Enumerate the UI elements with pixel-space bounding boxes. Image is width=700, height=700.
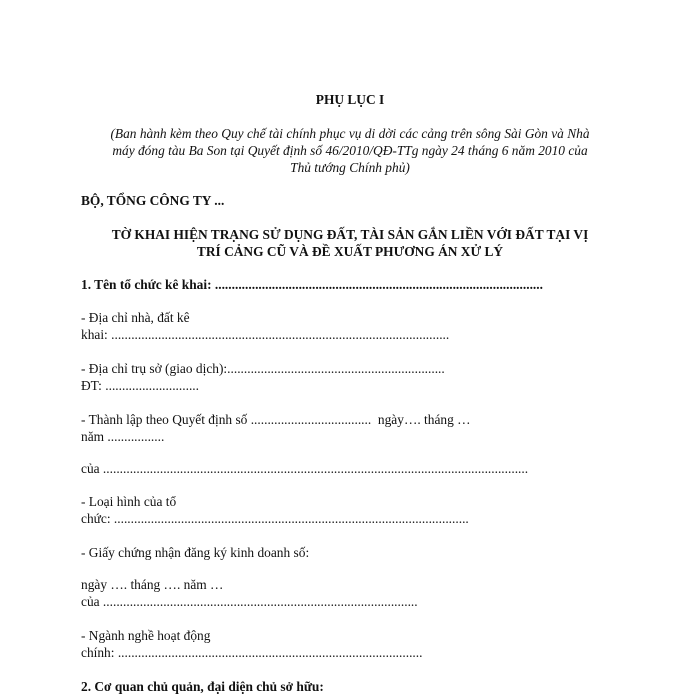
ministry-line: BỘ, TỔNG CÔNG TY ... bbox=[81, 193, 225, 208]
subtitle-line-2: máy đóng tàu Ba Son tại Quyết định số 46/2010/QĐ-TTg ngày 24 tháng 6 năm 2010 của bbox=[112, 143, 588, 158]
address-field: khai: ..................................................................................................... bbox=[81, 327, 450, 342]
form-title-line-1: TỜ KHAI HIỆN TRẠNG SỬ DỤNG ĐẤT, TÀI SẢN GẮN LIỀN VỚI ĐẤT TẠI VỊ bbox=[111, 227, 589, 242]
subtitle-line-1: (Ban hành kèm theo Quy chế tài chính phục vụ di dời các cảng trên sông Sài Gòn và Nhà bbox=[110, 126, 590, 141]
certificate-date-field: ngày …. tháng …. năm … bbox=[81, 577, 224, 592]
org-type-field: chức: .......................................................................................................... bbox=[81, 511, 469, 526]
establishment-decision-field: - Thành lập theo Quyết định số .................................... ngày…. tháng … bbox=[81, 412, 471, 427]
org-type-label: - Loại hình của tổ bbox=[81, 494, 177, 509]
appendix-title: PHỤ LỤC I bbox=[315, 92, 385, 107]
phone-field: ĐT: ............................ bbox=[81, 378, 199, 393]
main-business-field: chính: ........................................................................................... bbox=[81, 645, 423, 660]
address-label: - Địa chỉ nhà, đất kê bbox=[81, 310, 190, 325]
establishment-year-field: năm ................. bbox=[81, 429, 165, 444]
main-business-label: - Ngành nghề hoạt động bbox=[81, 628, 211, 643]
subtitle-line-3: Thủ tướng Chính phủ) bbox=[290, 160, 410, 175]
office-address-field: - Địa chỉ trụ sở (giao dịch):................................................................. bbox=[81, 361, 445, 376]
issuer-field: của ............................................................................................................................... bbox=[81, 461, 529, 476]
form-title-line-2: TRÍ CẢNG CŨ VÀ ĐỀ XUẤT PHƯƠNG ÁN XỬ LÝ bbox=[196, 244, 504, 259]
section-2-heading: 2. Cơ quan chủ quản, đại diện chủ sở hữu: bbox=[81, 679, 324, 694]
certificate-issuer-field: của .............................................................................................. bbox=[81, 594, 418, 609]
business-certificate-label: - Giấy chứng nhận đăng ký kinh doanh số: bbox=[81, 545, 310, 560]
section-1-heading bbox=[81, 277, 543, 293]
section-1-heading-text: 1. Tên tổ chức kê khai: .................................................................................................. bbox=[81, 277, 543, 292]
